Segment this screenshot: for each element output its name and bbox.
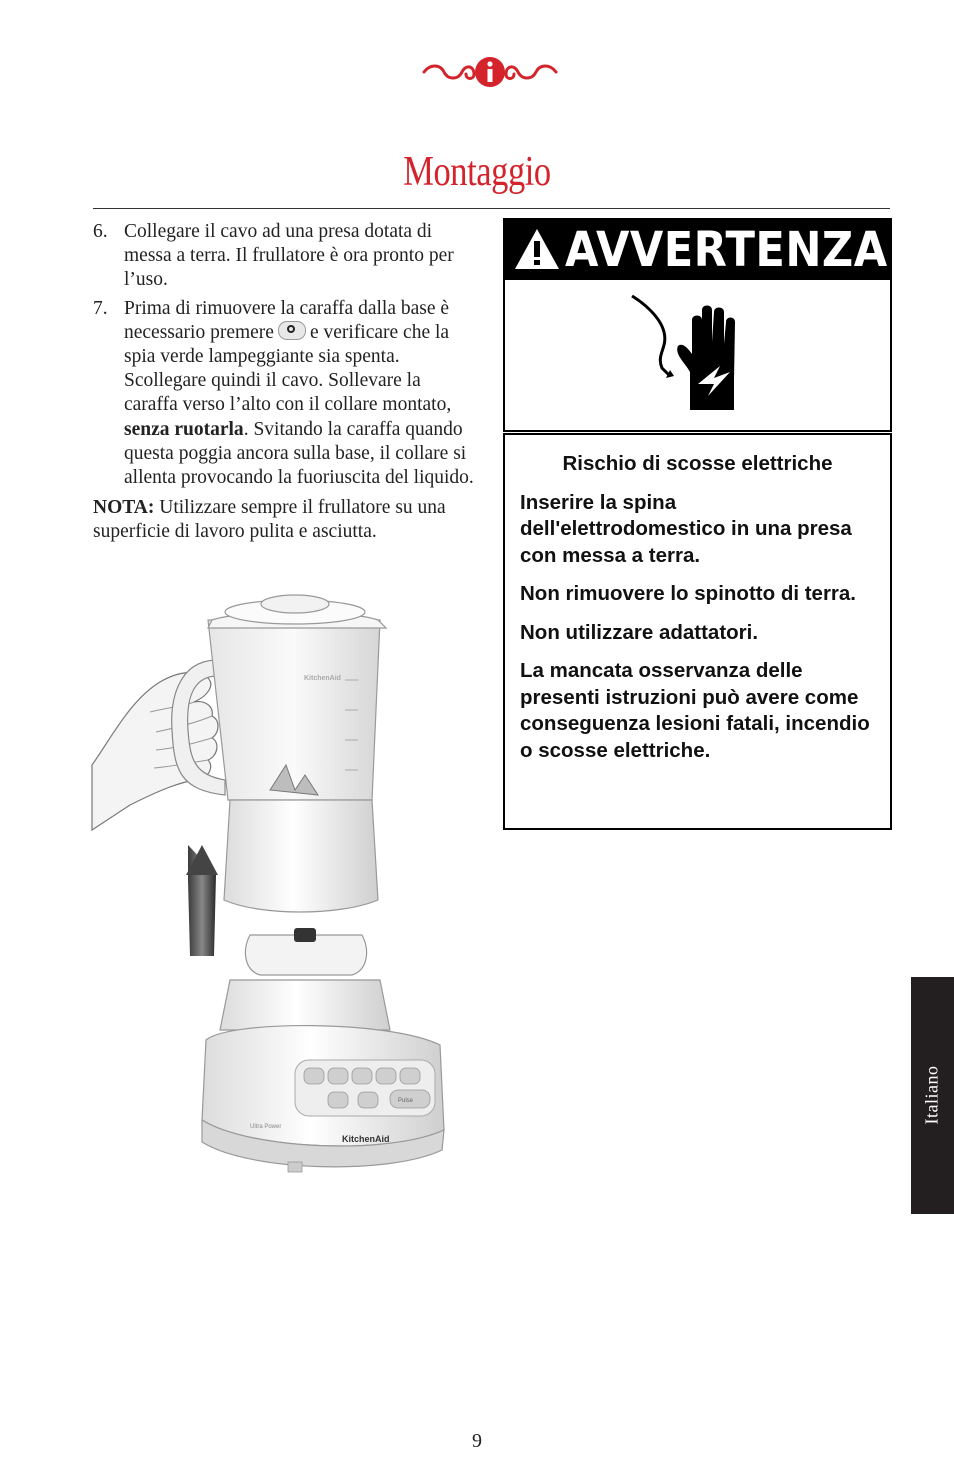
- step-emphasis: senza ruotarla: [124, 418, 244, 440]
- step-text-part: e verificare che la spia verde lampeggiante sia spenta. Scollegare quindi il cavo. Sollevare la caraffa verso l’alto con il collare montato,: [124, 321, 452, 416]
- warning-header: [503, 218, 892, 280]
- step-text: Collegare il cavo ad una presa dotata di messa a terra. Il frullatore è ora pronto per l’uso.: [124, 221, 454, 291]
- warning-icon-area: [503, 280, 892, 432]
- page-title: Montaggio: [403, 149, 551, 195]
- step-6: [93, 220, 478, 293]
- warning-panel: [503, 218, 892, 830]
- page-number: 9: [472, 1430, 482, 1452]
- off-button-icon: [278, 321, 306, 340]
- title-divider: [93, 208, 890, 209]
- warning-text-area: [503, 433, 892, 830]
- warning-text: [520, 451, 875, 776]
- step-number: 6.: [93, 221, 108, 242]
- note: [93, 496, 478, 544]
- pulse-label: Pulse: [398, 1098, 414, 1104]
- warning-paragraph: La mancata osservanza delle presenti istruzioni può avere come conseguenza lesioni fatali, incendio o scosse elettriche.: [520, 659, 870, 762]
- blender-illustration: [90, 590, 480, 1200]
- jar-brand: KitchenAid: [304, 675, 341, 682]
- warning-heading: Rischio di scosse elettriche: [562, 452, 833, 475]
- base-label: Ultra Power: [250, 1124, 282, 1130]
- step-text-part: Prima di rimuovere la caraffa dalla base è necessario premere: [124, 297, 450, 343]
- alert-triangle-icon: [513, 227, 561, 271]
- signal-word: AVVERTENZA: [565, 222, 888, 278]
- warning-paragraph: Non rimuovere lo spinotto di terra.: [520, 582, 857, 605]
- note-text: Utilizzare sempre il frullatore su una superficie di lavoro pulita e asciutta.: [93, 497, 446, 543]
- language-tab-label: Italiano: [921, 1065, 942, 1125]
- step-text-part: . Svitando la caraffa quando questa poggia ancora sulla base, il collare si allenta provocando la fuoriuscita del liquido.: [124, 418, 474, 489]
- step-7: [93, 297, 478, 491]
- electric-shock-hand-icon: [630, 292, 760, 422]
- base-brand: KitchenAid: [342, 1134, 390, 1144]
- warning-paragraph: Inserire la spina dell'elettrodomestico in una presa con messa a terra.: [520, 490, 852, 567]
- note-label: NOTA:: [93, 497, 155, 519]
- step-text: [124, 297, 478, 491]
- instructions-column: [93, 220, 478, 545]
- warning-paragraph: Non utilizzare adattatori.: [520, 620, 759, 644]
- info-scroll-ornament-icon: [410, 50, 570, 94]
- step-number: 7.: [93, 297, 108, 319]
